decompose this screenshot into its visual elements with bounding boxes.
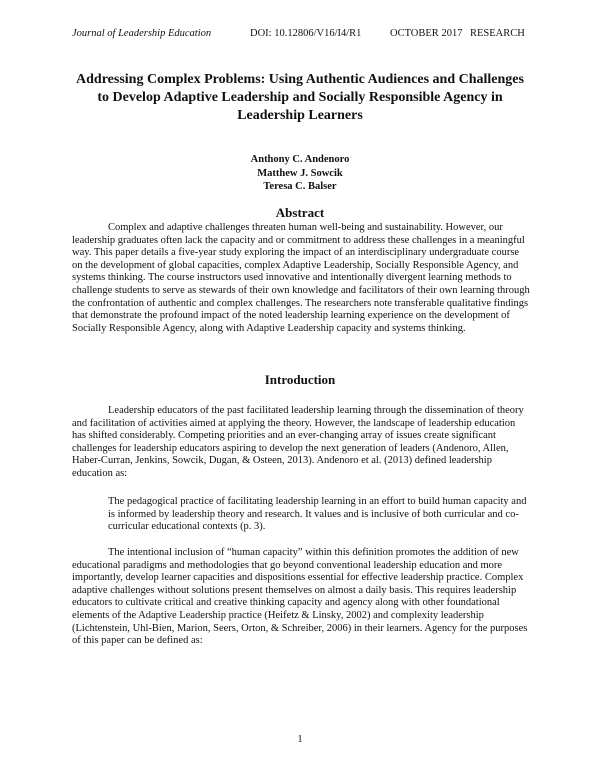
block-quote: The pedagogical practice of facilitating leadership learning in an effort to build human capacity and is informed by leadership theory and research. It values and is inclusive of both curricular and co-curricular educational contexts (p. 3). bbox=[108, 496, 527, 533]
abstract-text: Complex and adaptive challenges threaten human well-being and sustainability. However, our leadership graduates often lack the capacity and or commitment to address these challenges in a meaningful way. This paper details a five-year study exploring the impact of an interdisciplinary undergraduate course on the development of global capacities, complex Adaptive Leadership, Socially Responsible Agency, and systems thinking. The course instructors used innovative and intentionally divergent learning methods to challenge students to serve as stewards of their own knowledge and facilitators of their own learning through the confrontation of authentic and complex challenges. The researchers note transferable qualitative findings that demonstrate the profound impact of the noted leadership learning experience on the development of Socially Responsible Agency, along with Adaptive Leadership capacity and systems thinking. bbox=[72, 222, 530, 334]
introduction-heading: Introduction bbox=[264, 372, 336, 387]
author-name: Matthew J. Sowcik bbox=[257, 167, 343, 179]
article-type: RESEARCH bbox=[470, 28, 525, 39]
introduction-paragraph: Leadership educators of the past facilitated leadership learning through the dissemination of theory and facilitation of activities aimed at applying the theory. However, the landscape of leadership education has shifted considerably. Competing priorities and an ever-changing array of issues create significant challenges for leadership educators aspiring to develop the next generation of leaders (Andenoro, Allen, Haber-Curran, Jenkins, Sowcik, Dugan, & Osteen, 2013). Andenoro et al. (2013) defined leadership education as: bbox=[72, 405, 524, 479]
abstract-heading: Abstract bbox=[275, 205, 325, 220]
doi: DOI: 10.12806/V16/I4/R1 bbox=[250, 28, 362, 39]
paper-title: Addressing Complex Problems: Using Authentic Audiences and Challenges to Develop Adaptive Leadership and Socially Responsible Agency in Leadership Learners bbox=[76, 72, 524, 123]
author-list bbox=[72, 153, 528, 194]
author-name: Anthony C. Andenoro bbox=[250, 154, 350, 165]
author-name: Teresa C. Balser bbox=[263, 181, 337, 192]
introduction-paragraph: The intentional inclusion of “human capacity” within this definition promotes the addition of new educational paradigms and methodologies that go beyond conventional leadership education and more importantly, develop learner capacities and dispositions essential for effective leadership practice. Complex adaptive challenges without solutions present themselves on almost a daily basis. This requires leadership educators to cultivate critical and creative thinking capacity and agency along with other foundational elements of the Adaptive Leadership practice (Heifetz & Linsky, 2002) and complexity leadership (Lichtenstein, Uhl-Bien, Marion, Seers, Orton, & Schreiber, 2006) in their learners. Agency for the purposes of this paper can be defined as: bbox=[72, 547, 528, 647]
journal-name: Journal of Leadership Education bbox=[72, 28, 212, 39]
page-number: 1 bbox=[297, 734, 303, 745]
issue-date: OCTOBER 2017 bbox=[390, 28, 463, 39]
